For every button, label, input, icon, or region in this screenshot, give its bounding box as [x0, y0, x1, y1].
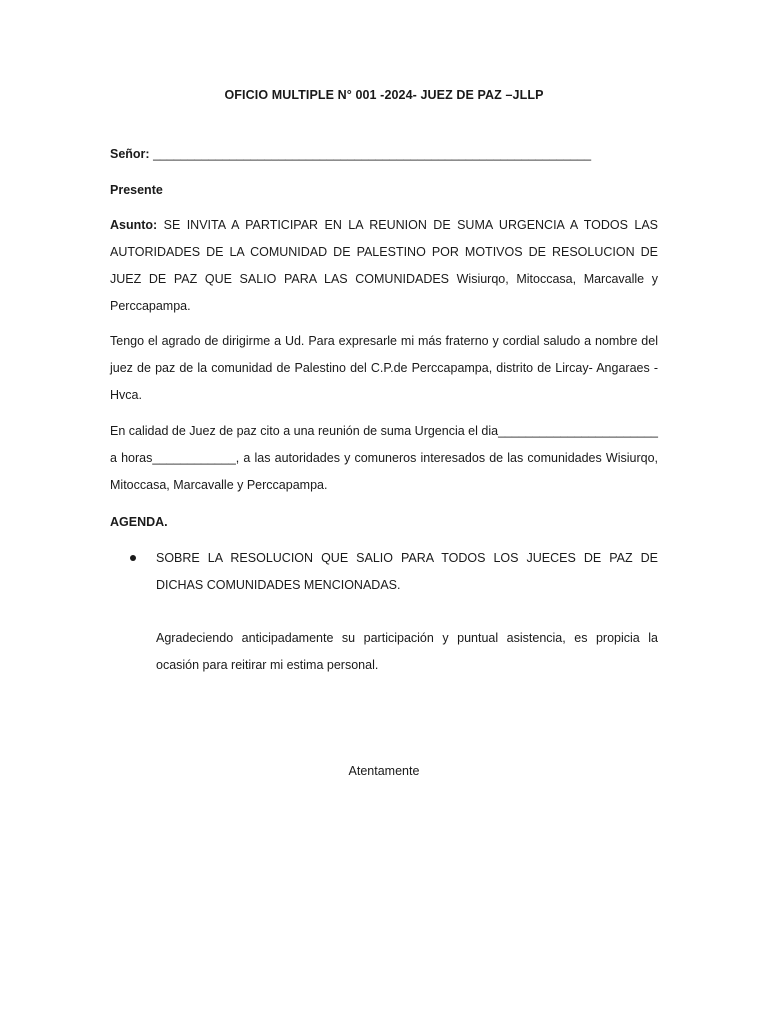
greeting-paragraph: Tengo el agrado de dirigirme a Ud. Para expresarle mi más fraterno y cordial saludo a nombre del juez de paz de la comunidad de Palestino del C.P.de Perccapampa, distrito de Lircay- Angaraes - Hvca.	[110, 334, 658, 402]
agenda-item: SOBRE LA RESOLUCION QUE SALIO PARA TODOS LOS JUECES DE PAZ DE DICHAS COMUNIDADES MENCIONADAS.	[156, 551, 658, 592]
signoff: Atentamente	[348, 764, 420, 778]
agenda-label: AGENDA.	[110, 515, 168, 529]
recipient-line	[110, 145, 658, 163]
presente-text: Presente	[110, 183, 163, 197]
bullet-icon	[130, 555, 136, 561]
presente-label	[110, 181, 658, 199]
closing-paragraph: Agradeciendo anticipadamente su participación y puntual asistencia, es propicia la ocasión para reitirar mi estima personal.	[156, 631, 658, 672]
meeting-paragraph: En calidad de Juez de paz cito a una reunión de suma Urgencia el dia_______________________ a horas____________, a las autoridades y comuneros interesados de las comunidades Wisiurqo, Mitoccasa, Marcavalle y Perccapampa.	[110, 424, 658, 492]
agenda-heading	[110, 513, 658, 531]
recipient-blank: _______________________________________________________________	[149, 147, 592, 161]
senor-label: Señor:	[110, 147, 150, 161]
document-title: OFICIO MULTIPLE N° 001 -2024- JUEZ DE PAZ –JLLP	[224, 88, 544, 102]
asunto-label: Asunto:	[110, 218, 158, 232]
asunto-text: SE INVITA A PARTICIPAR EN LA REUNION DE SUMA URGENCIA A TODOS LAS AUTORIDADES DE LA COMUNIDAD DE PALESTINO POR MOTIVOS DE RESOLUCION DE JUEZ DE PAZ QUE SALIO PARA LAS COMUNIDADES Wisiurqo, Mitoccasa, Marcavalle y Perccapampa.	[110, 218, 658, 313]
asunto-paragraph	[110, 212, 658, 320]
